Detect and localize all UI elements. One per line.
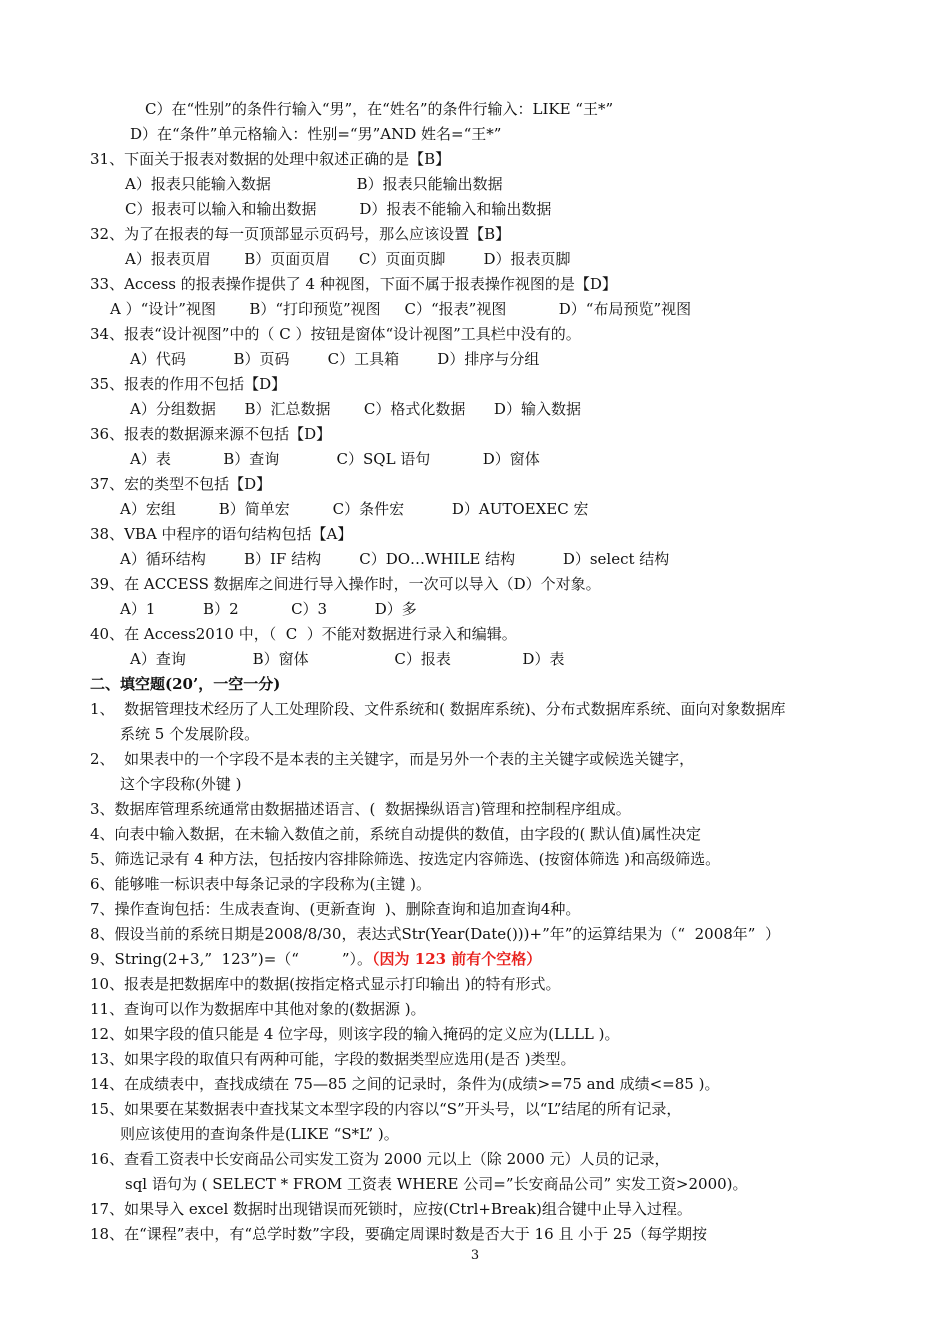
blank-11: 11、查询可以作为数据库中其他对象的(数据源 )。 [90, 1000, 426, 1018]
question-31-options-cd: C）报表可以输入和输出数据 D）报表不能输入和输出数据 [125, 200, 552, 218]
question-38-options: A）循环结构 B）IF 结构 C）DO…WHILE 结构 D）select 结构 [120, 550, 670, 568]
question-34: 34、报表“设计视图”中的（ C ）按钮是窗体“设计视图”工具栏中没有的。 [90, 325, 581, 343]
question-39: 39、在 ACCESS 数据库之间进行导入操作时，一次可以导入（D）个对象。 [90, 575, 601, 593]
blank-9-text: 9、String(2+3,” 123”)=（“ ”）。 [90, 950, 373, 968]
blank-15-cont: 则应该使用的查询条件是(LIKE “S*L” )。 [120, 1125, 399, 1143]
question-35-options: A）分组数据 B）汇总数据 C）格式化数据 D）输入数据 [130, 400, 581, 418]
blank-17: 17、如果导入 excel 数据时出现错误而死锁时，应按(Ctrl+Break)组合键中止导入过程。 [90, 1200, 692, 1218]
question-37: 37、宏的类型不包括【D】 [90, 475, 272, 493]
blank-14: 14、在成绩表中，查找成绩在 75—85 之间的记录时，条件为(成绩>=75 and 成绩<=85 )。 [90, 1075, 720, 1093]
blank-6: 6、能够唯一标识表中每条记录的字段称为(主键 )。 [90, 875, 432, 893]
blank-1: 1、 数据管理技术经历了人工处理阶段、文件系统和( 数据库系统)、分布式数据库系统、面向对象数据库 [90, 700, 786, 718]
question-33: 33、Access 的报表操作提供了 4 种视图，下面不属于报表操作视图的是【D】 [90, 275, 617, 293]
question-40: 40、在 Access2010 中，（ C ）不能对数据进行录入和编辑。 [90, 625, 517, 643]
blank-8: 8、假设当前的系统日期是2008/8/30，表达式Str(Year(Date()))+”年”的运算结果为（“ 2008年” ） [90, 925, 780, 943]
question-31-options-ab: A）报表只能输入数据 B）报表只能输出数据 [125, 175, 503, 193]
question-32: 32、为了在报表的每一页顶部显示页码号，那么应该设置【B】 [90, 225, 511, 243]
blank-16: 16、查看工资表中长安商品公司实发工资为 2000 元以上（除 2000 元）人员的记录， [90, 1150, 670, 1168]
question-39-options: A）1 B）2 C）3 D）多 [120, 600, 417, 618]
blank-4: 4、向表中输入数据，在未输入数值之前，系统自动提供的数值，由字段的( 默认值)属性决定 [90, 825, 702, 843]
question-36-options: A）表 B）查询 C）SQL 语句 D）窗体 [130, 450, 540, 468]
question-33-options: A ）“设计”视图 B）“打印预览”视图 C）“报表”视图 D）“布局预览”视图 [110, 300, 692, 318]
section-heading: 二、填空题(20’，一空一分) [90, 675, 281, 693]
blank-2: 2、 如果表中的一个字段不是本表的主关键字，而是另外一个表的主关键字或候选关键字， [90, 750, 695, 768]
question-32-options: A）报表页眉 B）页面页眉 C）页面页脚 D）报表页脚 [125, 250, 571, 268]
option-line-c: C）在“性别”的条件行输入“男”，在“姓名”的条件行输入：LIKE “王*” [145, 100, 614, 118]
question-38: 38、VBA 中程序的语句结构包括【A】 [90, 525, 353, 543]
blank-16-cont: sql 语句为 ( SELECT * FROM 工资表 WHERE 公司=”长安商品公司” 实发工资>2000)。 [125, 1175, 748, 1193]
question-40-options: A）查询 B）窗体 C）报表 D）表 [130, 650, 565, 668]
question-35: 35、报表的作用不包括【D】 [90, 375, 287, 393]
blank-1-cont: 系统 5 个发展阶段。 [120, 725, 260, 743]
blank-12: 12、如果字段的值只能是 4 位字母，则该字段的输入掩码的定义应为(LLLL )。 [90, 1025, 620, 1043]
question-37-options: A）宏组 B）简单宏 C）条件宏 D）AUTOEXEC 宏 [120, 500, 589, 518]
page-number: 3 [470, 1248, 480, 1263]
question-31: 31、下面关于报表对数据的处理中叙述正确的是【B】 [90, 150, 451, 168]
blank-15: 15、如果要在某数据表中查找某文本型字段的内容以“S”开头号，以“L”结尾的所有记录， [90, 1100, 682, 1118]
option-line-d: D）在“条件”单元格输入：性别=“男”AND 姓名=“王*” [130, 125, 502, 143]
blank-3: 3、数据库管理系统通常由数据描述语言、( 数据操纵语言)管理和控制程序组成。 [90, 800, 631, 818]
question-36: 36、报表的数据源来源不包括【D】 [90, 425, 332, 443]
blank-2-cont: 这个字段称(外键 ) [120, 775, 242, 793]
blank-18: 18、在“课程”表中，有“总学时数”字段，要确定周课时数是否大于 16 且 小于 25（每学期按 [90, 1225, 708, 1243]
blank-13: 13、如果字段的取值只有两种可能，字段的数据类型应选用(是否 )类型。 [90, 1050, 576, 1068]
blank-7: 7、操作查询包括：生成表查询、(更新查询 )、删除查询和追加查询4种。 [90, 900, 581, 918]
blank-5: 5、筛选记录有 4 种方法，包括按内容排除筛选、按选定内容筛选、(按窗体筛选 )和高级筛选。 [90, 850, 721, 868]
blank-9-note: （因为 123 前有个空格） [372, 950, 542, 968]
blank-9 [90, 949, 541, 969]
question-34-options: A）代码 B）页码 C）工具箱 D）排序与分组 [130, 350, 540, 368]
blank-10: 10、报表是把数据库中的数据(按指定格式显示打印输出 )的特有形式。 [90, 975, 561, 993]
